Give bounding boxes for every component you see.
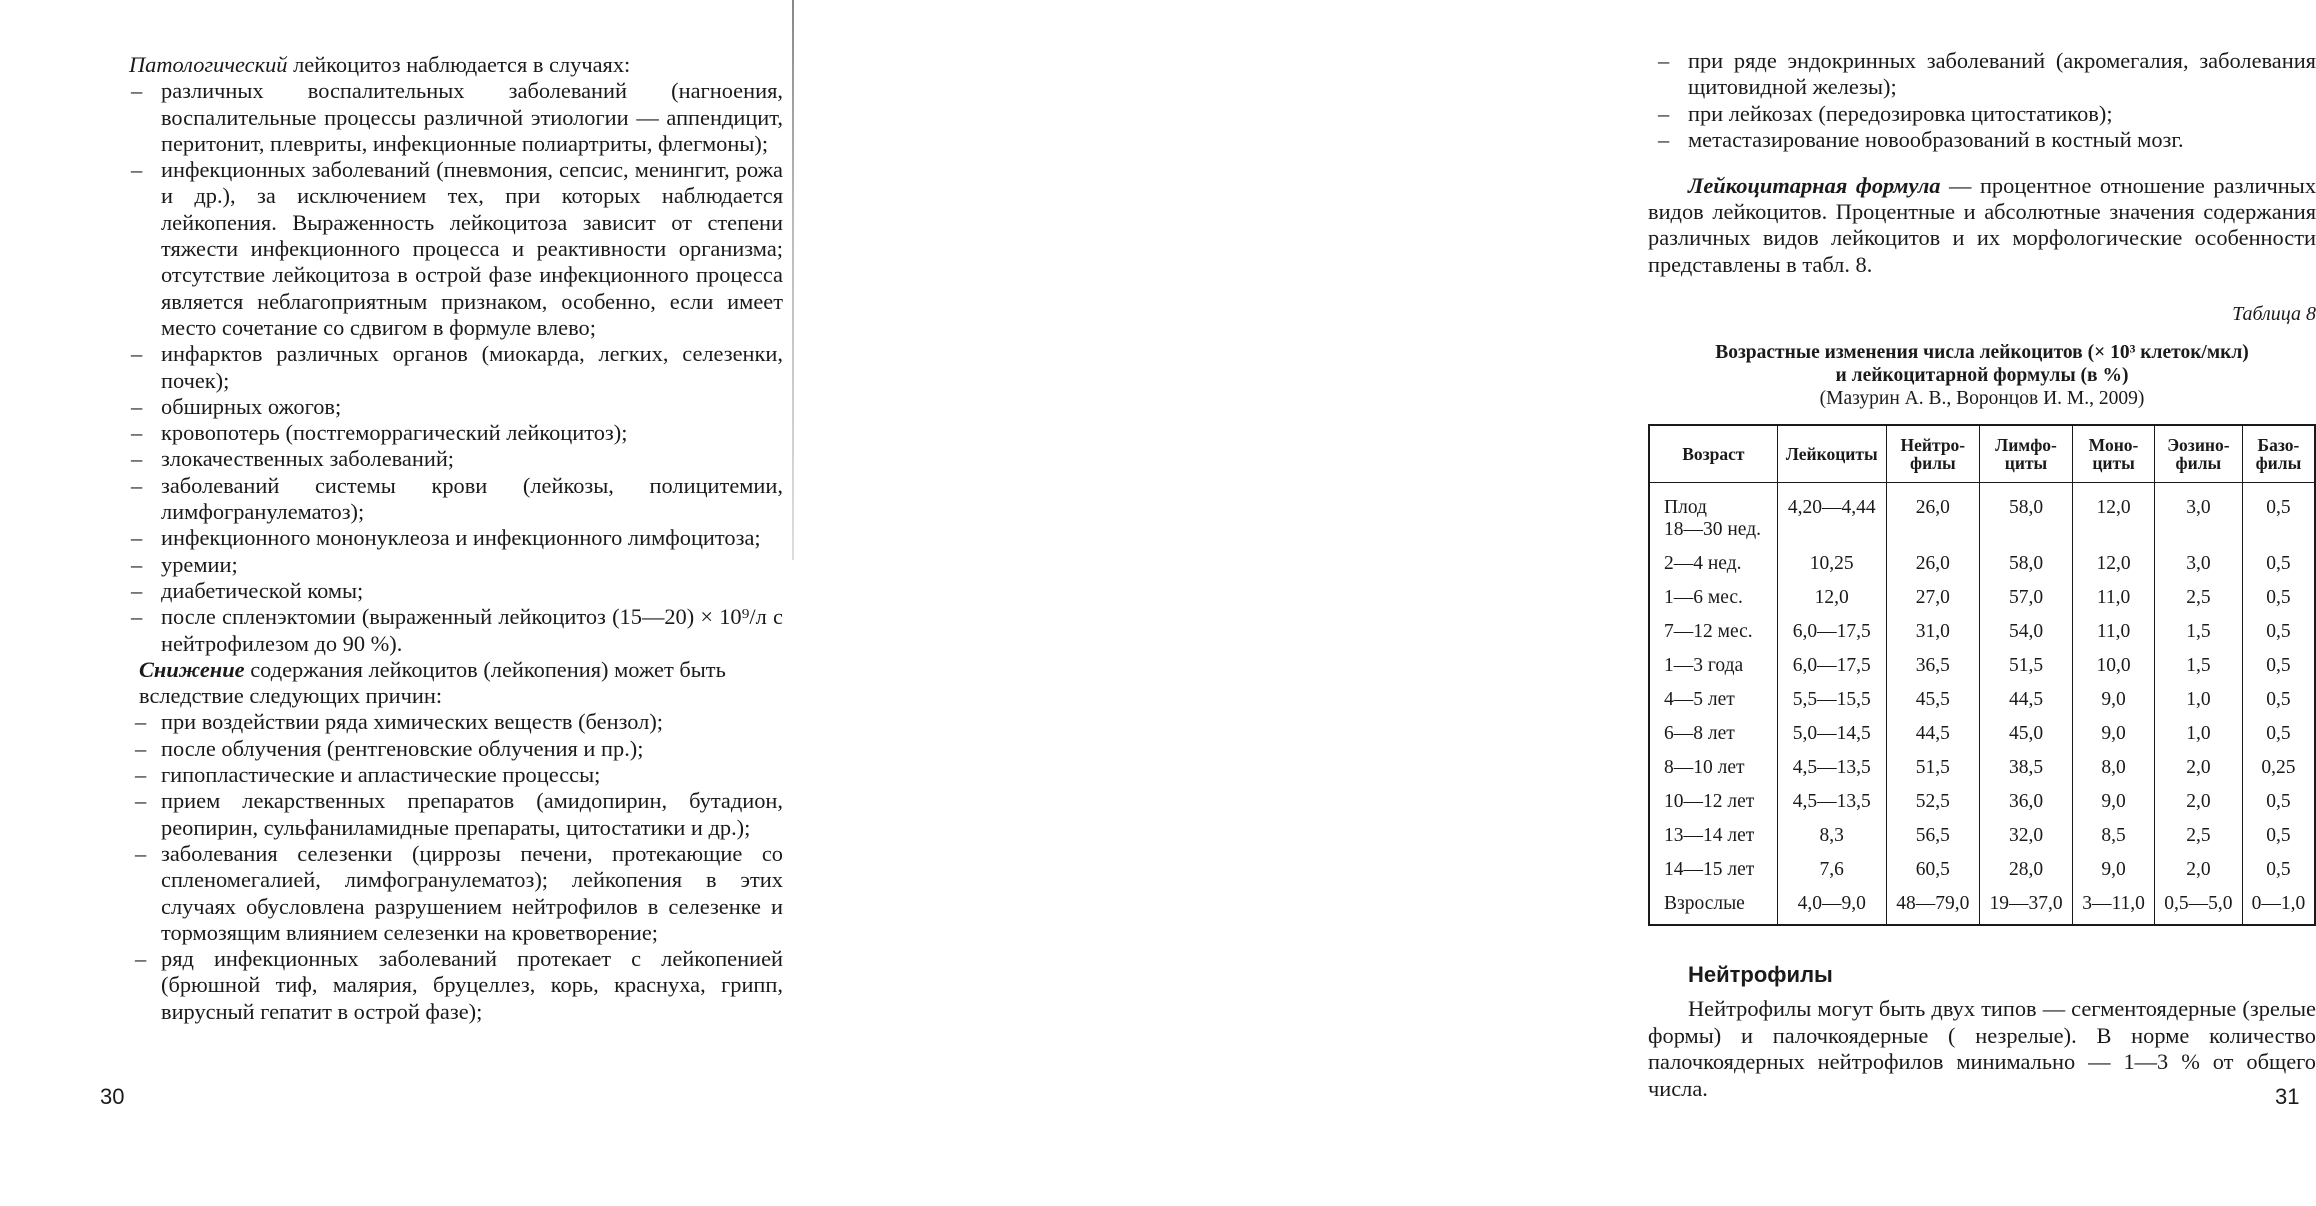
table-cell: 26,0 [1886,546,1979,580]
table-header-cell: Эозино- филы [2154,425,2242,483]
table-row [1649,852,2315,886]
table-row [1649,614,2315,648]
table-cell: 0,5 [2242,546,2315,580]
table-cell: 51,5 [1979,648,2072,682]
table-cell: 52,5 [1886,784,1979,818]
table-cell: 1,5 [2154,614,2242,648]
table-cell: 10,0 [2073,648,2155,682]
table-cell: 4,5—13,5 [1777,784,1886,818]
table-row [1649,580,2315,614]
table-cell: 11,0 [2073,580,2155,614]
table-cell: 2,0 [2154,784,2242,818]
list-item: – заболевания селезенки (циррозы печени, протекающие со спленомегалией, лимфогранулематоз); лейкопения в этих случаях обусловлена разрушением нейтрофилов в селезенке и тормозящим влиянием селезенки на кроветворение; [161,841,783,946]
table-cell: 9,0 [2073,852,2155,886]
table-cell: 4,20—4,44 [1777,483,1886,547]
table-cell: 27,0 [1886,580,1979,614]
table-cell: 3—11,0 [2073,886,2155,925]
decrease-paragraph [103,657,783,710]
pathological-intro-rest: лейкоцитоз наблюдается в случаях: [287,52,631,77]
table-cell: 58,0 [1979,546,2072,580]
book-gutter [792,0,794,560]
table-cell: 9,0 [2073,682,2155,716]
list-item: – обширных ожогов; [161,394,783,420]
table-cell: 8,0 [2073,750,2155,784]
table-cell: 6,0—17,5 [1777,614,1886,648]
table-cell: 56,5 [1886,818,1979,852]
table-row [1649,716,2315,750]
table-row [1649,546,2315,580]
table-cell-age: 8—10 лет [1649,750,1777,784]
table-title-line2: и лейкоцитарной формулы (в %) [1835,365,2129,387]
table-header-cell: Лимфо- циты [1979,425,2072,483]
table-title [1648,341,2316,387]
left-page [0,0,800,1206]
table-cell: 5,5—15,5 [1777,682,1886,716]
table-header-row [1649,425,2315,483]
leukocyte-formula-term: Лейкоцитарная формула [1688,172,1941,198]
table-cell: 0,25 [2242,750,2315,784]
table-cell: 9,0 [2073,716,2155,750]
table-cell: 12,0 [2073,546,2155,580]
table-row [1649,483,2315,547]
table-cell-age: 1—3 года [1649,648,1777,682]
table-header-cell: Моно- циты [2073,425,2155,483]
table-cell: 0,5 [2242,852,2315,886]
table-cell: 0,5 [2242,716,2315,750]
list-item: – при ряде эндокринных заболеваний (акромегалия, заболевания щитовидной железы); [1688,48,2316,101]
leukocyte-age-table [1648,424,2316,926]
list-item: – заболеваний системы крови (лейкозы, полицитемии, лимфогранулематоз); [161,473,783,526]
table-cell: 57,0 [1979,580,2072,614]
section-title: Нейтрофилы [1688,962,1833,988]
list-item: – метастазирование новообразований в костный мозг. [1688,127,2316,153]
table-cell: 2,5 [2154,818,2242,852]
table-cell: 0,5 [2242,682,2315,716]
table-cell: 19—37,0 [1979,886,2072,925]
table-cell: 4,0—9,0 [1777,886,1886,925]
page-number-left: 30 [100,1084,125,1109]
table-cell: 10,25 [1777,546,1886,580]
table-cell: 9,0 [2073,784,2155,818]
table-cell: 2,0 [2154,750,2242,784]
list-item: – прием лекарственных препаратов (амидопирин, бутадион, реопирин, сульфаниламидные препараты, цитостатики и др.); [161,788,783,841]
table-row [1649,682,2315,716]
table-cell-age: 6—8 лет [1649,716,1777,750]
table-cell: 38,5 [1979,750,2072,784]
table-cell: 0—1,0 [2242,886,2315,925]
leukocytosis-causes-list [103,78,783,657]
table-cell-age: 14—15 лет [1649,852,1777,886]
table-cell: 58,0 [1979,483,2072,547]
table-cell: 28,0 [1979,852,2072,886]
table-cell: 7,6 [1777,852,1886,886]
leukocyte-formula-paragraph [1648,173,2316,279]
table-cell: 0,5 [2242,818,2315,852]
table-cell: 45,0 [1979,716,2072,750]
table-cell: 44,5 [1886,716,1979,750]
section-text: Нейтрофилы могут быть двух типов — сегментоядерные (зрелые формы) и палочкоядерные ( незрелые). В норме количество палочкоядерных нейтрофилов минимально — 1—3 % от общего числа. [1648,996,2316,1101]
table-cell: 54,0 [1979,614,2072,648]
table-cell: 0,5 [2242,614,2315,648]
table-cell: 0,5 [2242,648,2315,682]
table-cell: 1,0 [2154,682,2242,716]
table-cell-age: 13—14 лет [1649,818,1777,852]
table-cell: 0,5 [2242,784,2315,818]
table-source: (Мазурин А. В., Воронцов И. М., 2009) [1819,388,2145,410]
table-cell: 11,0 [2073,614,2155,648]
table-label: Таблица 8 [2232,302,2316,325]
table-cell: 44,5 [1979,682,2072,716]
table-cell: 3,0 [2154,483,2242,547]
list-item: – различных воспалительных заболеваний (нагноения, воспалительные процессы различной этиологии — аппендицит, перитонит, плевриты, инфекционные полиартриты, флегмоны); [161,78,783,157]
table-header-cell: Возраст [1649,425,1777,483]
table-cell: 6,0—17,5 [1777,648,1886,682]
table-cell: 48—79,0 [1886,886,1979,925]
table-cell: 0,5 [2242,483,2315,547]
list-item: – уремии; [161,552,783,578]
table-row [1649,648,2315,682]
table-header-cell: Нейтро- филы [1886,425,1979,483]
table-cell-age: 2—4 нед. [1649,546,1777,580]
table-title-line1: Возрастные изменения числа лейкоцитов (× 10³ клеток/мкл) [1715,342,2249,364]
right-page [800,0,2316,1206]
table-cell-age: Плод 18—30 нед. [1649,483,1777,547]
decrease-rest: содержания лейкоцитов (лейкопения) может быть вследствие следующих причин: [139,656,726,709]
table-cell-age: 7—12 мес. [1649,614,1777,648]
table-cell-age: Взрослые [1649,886,1777,925]
table-cell: 1,5 [2154,648,2242,682]
list-item: – кровопотерь (постгеморрагический лейкоцитоз); [161,420,783,446]
table-row [1649,750,2315,784]
table-cell: 36,0 [1979,784,2072,818]
page-number-right: 31 [2275,1084,2300,1109]
table-cell: 3,0 [2154,546,2242,580]
leukopenia-causes-continued-list [1648,48,2316,154]
list-item: – ряд инфекционных заболеваний протекает с лейкопенией (брюшной тиф, малярия, бруцеллез, корь, краснуха, грипп, вирусный гепатит в острой фазе); [161,946,783,1025]
table-cell: 45,5 [1886,682,1979,716]
list-item: – после спленэктомии (выраженный лейкоцитоз (15—20) × 10⁹/л с нейтрофилезом до 90 %). [161,604,783,657]
table-cell: 8,3 [1777,818,1886,852]
right-page-text [1648,48,2316,1102]
table-cell: 0,5—5,0 [2154,886,2242,925]
table-cell: 32,0 [1979,818,2072,852]
list-item: – инфекционного мононуклеоза и инфекционного лимфоцитоза; [161,525,783,551]
leukocyte-formula-rest: — процентное отношение различных видов лейкоцитов. Процентные и абсолютные значения содержания различных видов лейкоцитов и их морфологические особенности представлены в табл. 8. [1648,172,2316,277]
list-item: – при лейкозах (передозировка цитостатиков); [1688,101,2316,127]
list-item: – гипопластические и апластические процессы; [161,762,783,788]
list-item: – диабетической комы; [161,578,783,604]
table-cell: 2,0 [2154,852,2242,886]
left-page-text [103,52,783,1025]
table-cell: 1,0 [2154,716,2242,750]
table-cell: 12,0 [2073,483,2155,547]
table-row [1649,784,2315,818]
list-item: – инфарктов различных органов (миокарда, легких, селезенки, почек); [161,341,783,394]
table-cell: 0,5 [2242,580,2315,614]
table-cell: 5,0—14,5 [1777,716,1886,750]
table-cell: 60,5 [1886,852,1979,886]
list-item: – инфекционных заболеваний (пневмония, сепсис, менингит, рожа и др.), за исключением тех, при которых наблюдается лейкопения. Выраженность лейкоцитоза зависит от степени тяжести инфекционного процесса и реактивности организма; отсутствие лейкоцитоза в острой фазе инфекционного процесса является неблагоприятным признаком, особенно, если имеет место сочетание со сдвигом в формуле влево; [161,157,783,341]
table-header-cell: Базо- филы [2242,425,2315,483]
table-cell: 51,5 [1886,750,1979,784]
list-item: – после облучения (рентгеновские облучения и пр.); [161,736,783,762]
table-cell: 12,0 [1777,580,1886,614]
pathological-intro [103,52,783,78]
table-cell: 4,5—13,5 [1777,750,1886,784]
table-cell-age: 4—5 лет [1649,682,1777,716]
table-cell-age: 10—12 лет [1649,784,1777,818]
table-cell: 2,5 [2154,580,2242,614]
list-item: – при воздействии ряда химических веществ (бензол); [161,709,783,735]
table-cell-age: 1—6 мес. [1649,580,1777,614]
table-header-cell: Лейкоциты [1777,425,1886,483]
list-item: – злокачественных заболеваний; [161,446,783,472]
pathological-term: Патологический [129,52,288,77]
leukopenia-causes-list [103,709,783,1025]
table-cell: 8,5 [2073,818,2155,852]
table-cell: 36,5 [1886,648,1979,682]
table-cell: 31,0 [1886,614,1979,648]
table-cell: 26,0 [1886,483,1979,547]
decrease-term: Снижение [139,656,245,682]
table-row [1649,818,2315,852]
table-row [1649,886,2315,925]
